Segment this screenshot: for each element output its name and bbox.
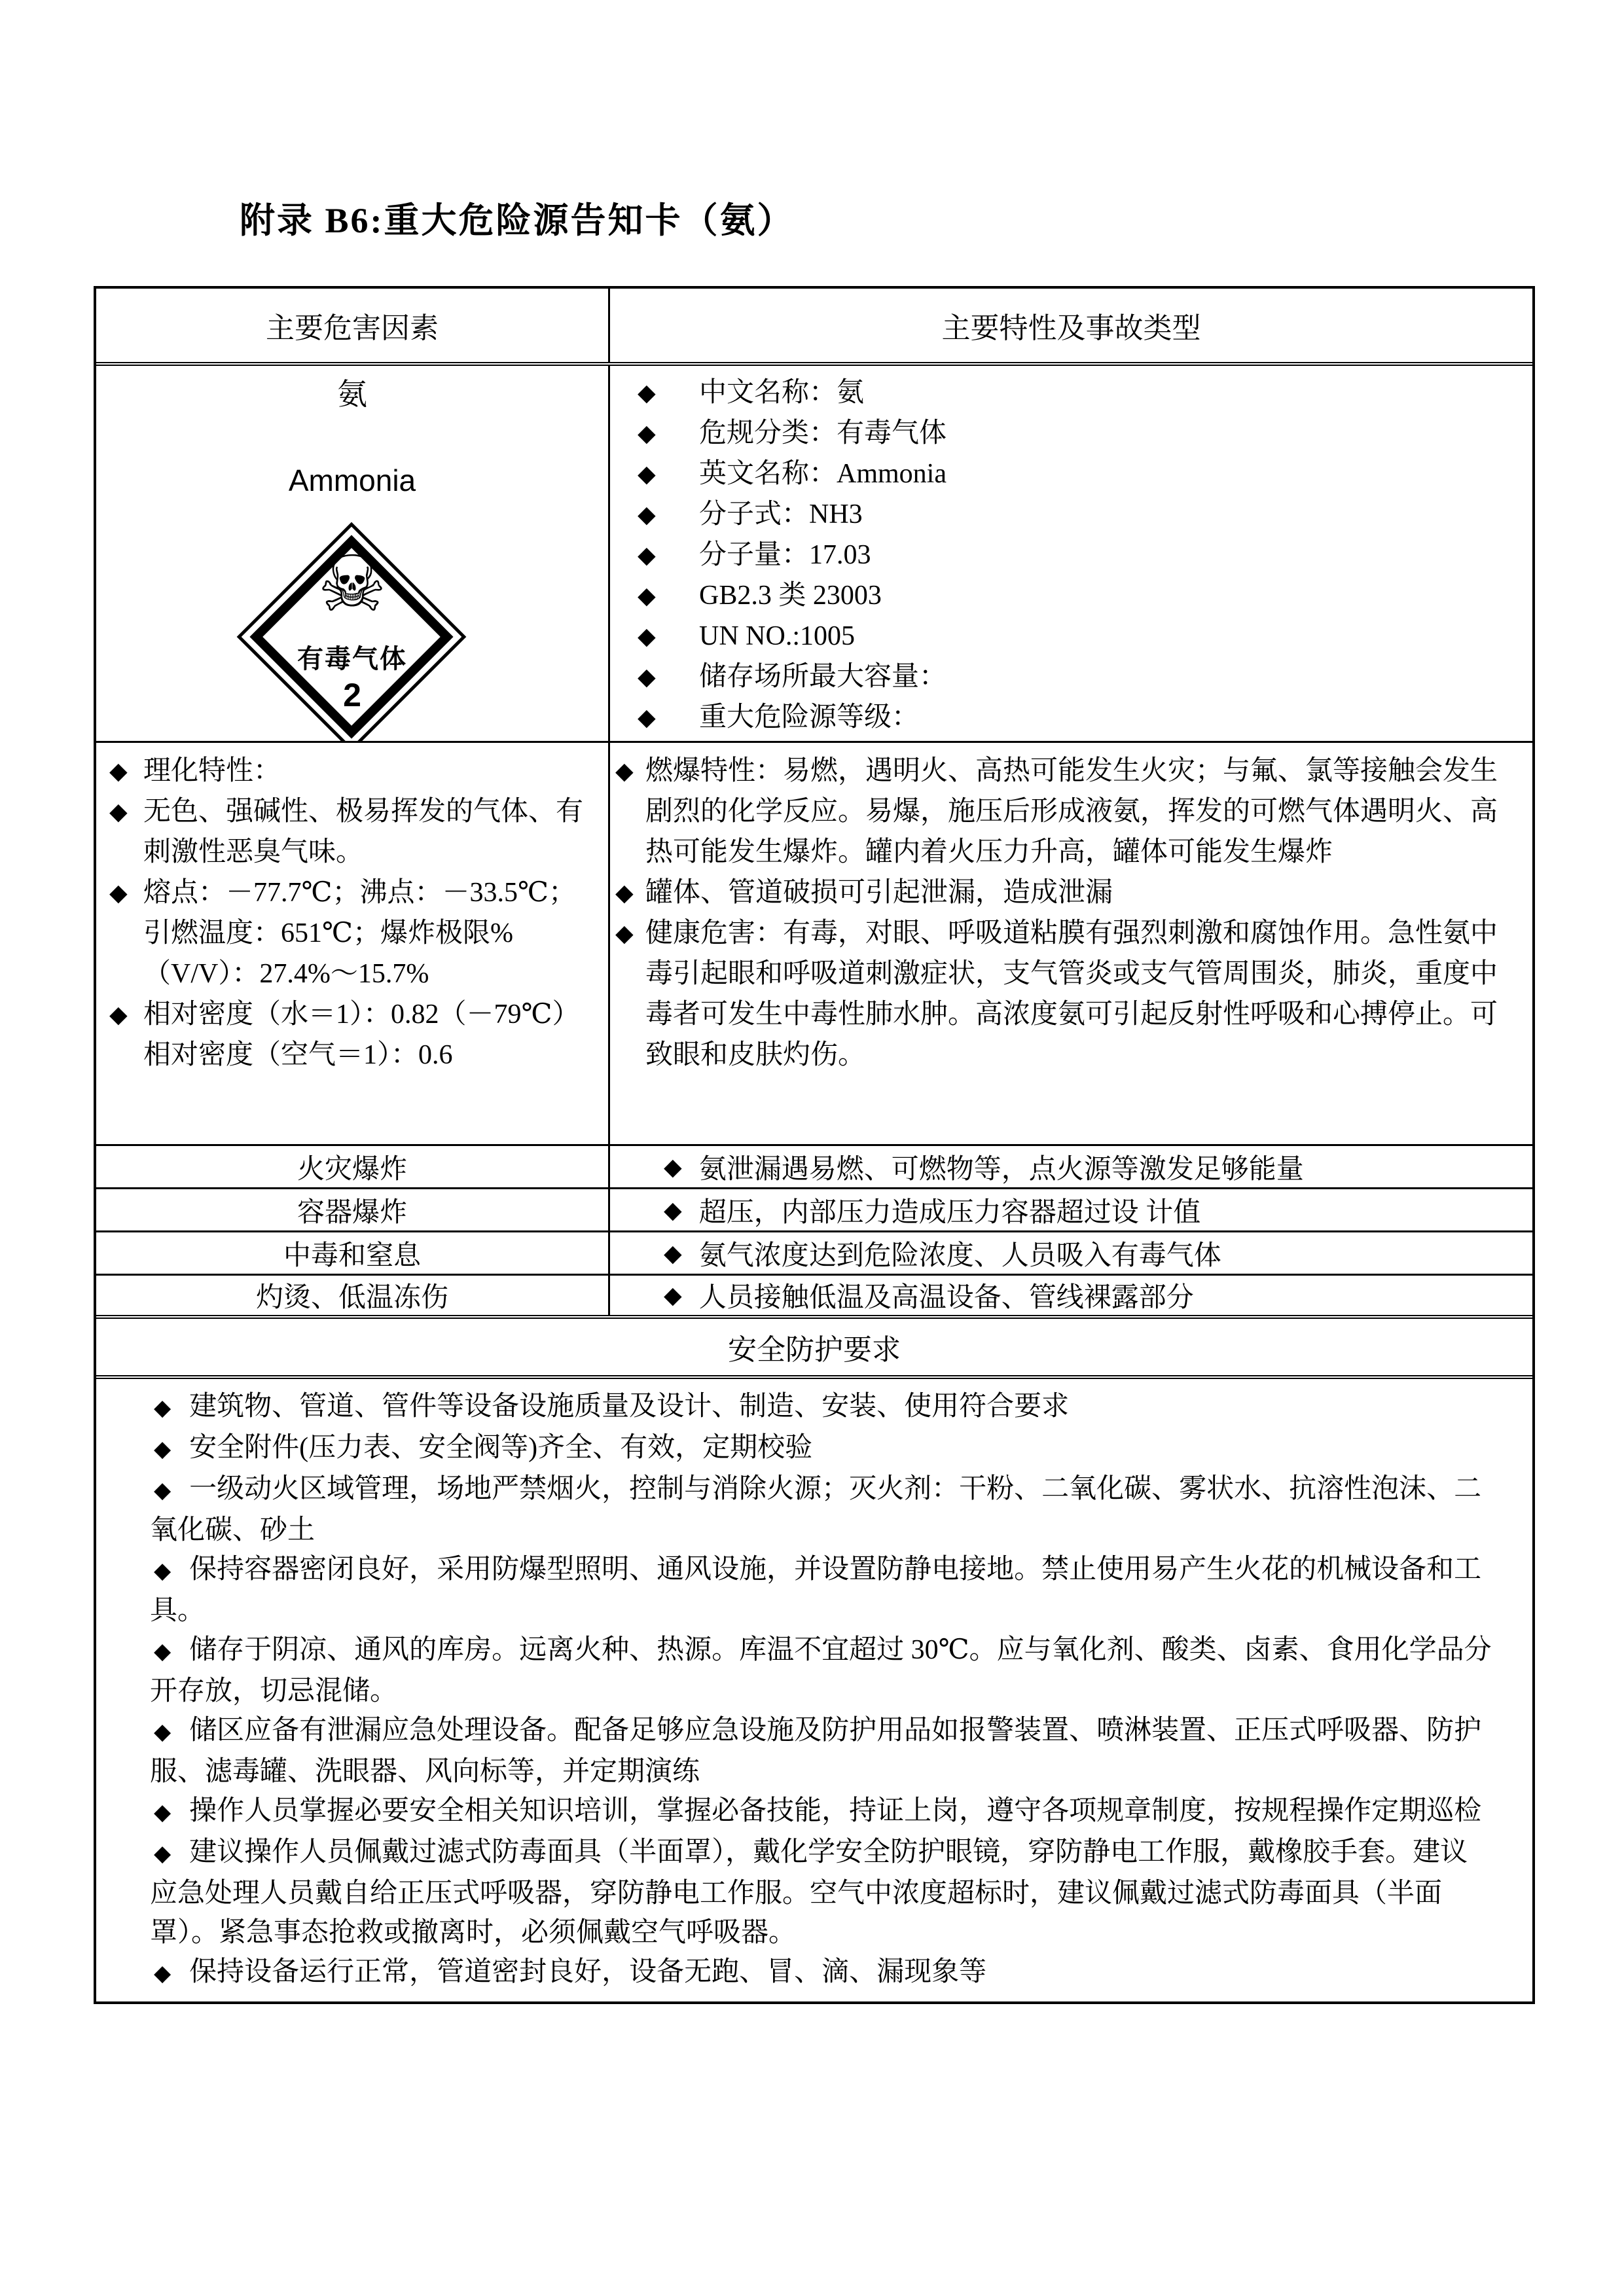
list-item <box>626 454 1526 494</box>
property-text: 危规分类：有毒气体 <box>699 418 947 448</box>
property-text: 分子式：NH3 <box>699 499 863 529</box>
safety-requirements-list <box>96 1379 1532 2001</box>
table-header-row <box>96 289 1532 366</box>
list-item <box>626 494 1526 535</box>
property-list <box>610 366 1532 738</box>
property-text: 中文名称：氨 <box>699 378 865 408</box>
safety-item-text: 储存于阴凉、通风的库房。远离火种、热源。库温不宜超过 30℃。应与氧化剂、酸类、卤素、食用化学品分开存放，切忌混储。 <box>150 1635 1492 1706</box>
bullet-diamond-icon: ◆ <box>109 758 128 784</box>
safety-item <box>150 1387 1494 1428</box>
list-item <box>615 913 1518 1075</box>
safety-item <box>150 1833 1494 1952</box>
accident-type-label: 灼烫、低温冻伤 <box>96 1276 610 1315</box>
page-title: 附录 B6:重大危险源告知卡（氨） <box>240 201 795 240</box>
skull-crossbones-icon: ☠ <box>317 539 387 629</box>
safety-item <box>150 1952 1494 1994</box>
safety-item <box>150 1791 1494 1833</box>
phys-chem-list <box>96 743 608 1075</box>
bullet-diamond-icon: ◆ <box>615 920 634 946</box>
list-item <box>626 656 1526 697</box>
list-item <box>109 872 591 994</box>
property-text: 英文名称：Ammonia <box>699 459 947 489</box>
bullet-diamond-icon: ◆ <box>638 461 656 487</box>
accident-cause-cell <box>610 1276 1532 1315</box>
safety-requirements-row <box>96 1379 1532 2001</box>
safety-header-row <box>96 1319 1532 1379</box>
bullet-diamond-icon: ◆ <box>638 380 656 406</box>
safety-item <box>150 1711 1494 1791</box>
bullet-diamond-icon: ◆ <box>154 1842 171 1866</box>
bullet-diamond-icon: ◆ <box>154 1801 171 1825</box>
bullet-diamond-icon: ◆ <box>615 758 634 784</box>
accident-row-burn-frostbite <box>96 1276 1532 1319</box>
bullet-diamond-icon: ◆ <box>154 1640 171 1664</box>
safety-item-text: 安全附件(压力表、安全阀等)齐全、有效，定期校验 <box>189 1433 813 1463</box>
accident-type-label: 火灾爆炸 <box>96 1146 610 1187</box>
property-text: 重大危险源等级： <box>699 702 920 732</box>
substance-name-cn: 氨 <box>337 378 367 411</box>
safety-item <box>150 1428 1494 1469</box>
bullet-diamond-icon: ◆ <box>109 1001 128 1028</box>
hazard-traits-cell <box>610 743 1532 1144</box>
phys-chem-text: 理化特性： <box>143 756 281 786</box>
phys-chem-text: 熔点：－77.7℃；沸点：－33.5℃；引燃温度：651℃；爆炸极限%（V/V）：27.4%～15.7% <box>143 878 576 989</box>
phys-chem-cell <box>96 743 610 1144</box>
list-item <box>626 697 1526 738</box>
list-item <box>109 994 591 1075</box>
hazard-trait-text: 罐体、管道破损可引起泄漏，造成泄漏 <box>645 878 1113 908</box>
bullet-diamond-icon: ◆ <box>109 880 128 906</box>
safety-item-text: 建筑物、管道、管件等设备设施质量及设计、制造、安装、使用符合要求 <box>189 1391 1070 1422</box>
bullet-diamond-icon: ◆ <box>638 420 656 446</box>
safety-item-text: 保持容器密闭良好，采用防爆型照明、通风设施，并设置防静电接地。禁止使用易产生火花的机械设备和工具。 <box>150 1554 1482 1626</box>
bullet-diamond-icon: ◆ <box>638 542 656 568</box>
list-item <box>626 372 1526 413</box>
list-item <box>615 751 1518 872</box>
bullet-diamond-icon: ◆ <box>154 1720 171 1744</box>
list-item <box>626 535 1526 575</box>
list-item <box>626 575 1526 616</box>
safety-item <box>150 1550 1494 1630</box>
characteristics-row <box>96 743 1532 1146</box>
safety-item-text: 一级动火区域管理，场地严禁烟火，控制与消除火源；灭火剂：干粉、二氧化碳、雾状水、抗溶性泡沫、二氧化碳、砂土 <box>150 1474 1482 1545</box>
bullet-diamond-icon: ◆ <box>154 1559 171 1583</box>
accident-row-vessel-explosion <box>96 1189 1532 1232</box>
bullet-diamond-icon: ◆ <box>638 583 656 609</box>
accident-cause-text: 人员接触低温及高温设备、管线裸露部分 <box>698 1283 1194 1313</box>
list-item <box>626 616 1526 656</box>
hazard-traits-list <box>610 743 1532 1075</box>
safety-section-title: 安全防护要求 <box>728 1334 901 1366</box>
property-text: 储存场所最大容量： <box>699 662 947 692</box>
bullet-diamond-icon: ◆ <box>154 1962 171 1986</box>
accident-cause-text: 氨气浓度达到危险浓度、人员吸入有毒气体 <box>698 1240 1221 1271</box>
list-item <box>626 413 1526 454</box>
safety-item-text: 建议操作人员佩戴过滤式防毒面具（半面罩），戴化学安全防护眼镜，穿防静电工作服，戴橡胶手套。建议应急处理人员戴自给正压式呼吸器，穿防静电工作服。空气中浓度超标时，建议佩戴过滤式防毒面具（半面罩）。紧急事态抢救或撤离时，必须佩戴空气呼吸器。 <box>150 1837 1468 1948</box>
safety-item-text: 保持设备运行正常，管道密封良好，设备无跑、冒、滴、漏现象等 <box>189 1957 987 1987</box>
safety-item-text: 储区应备有泄漏应急处理设备。配备足够应急设施及防护用品如报警装置、喷淋装置、正压式呼吸器、防护服、滤毒罐、洗眼器、风向标等，并定期演练 <box>150 1715 1482 1787</box>
safety-item <box>150 1469 1494 1550</box>
list-item <box>615 872 1518 913</box>
bullet-diamond-icon: ◆ <box>638 664 656 690</box>
substance-name-en: Ammonia <box>288 463 416 497</box>
property-text: GB2.3 类 23003 <box>699 581 882 611</box>
property-text: 分子量：17.03 <box>699 540 871 570</box>
bullet-diamond-icon: ◆ <box>638 501 656 528</box>
bullet-diamond-icon: ◆ <box>638 623 656 649</box>
bullet-diamond-icon: ◆ <box>154 1479 171 1503</box>
safety-item <box>150 1630 1494 1711</box>
bullet-diamond-icon: ◆ <box>664 1153 682 1180</box>
bullet-diamond-icon: ◆ <box>664 1196 682 1223</box>
pictogram-class-number: 2 <box>343 677 361 713</box>
bullet-diamond-icon: ◆ <box>638 704 656 730</box>
header-cell-hazard-factors: 主要危害因素 <box>96 289 610 362</box>
bullet-diamond-icon: ◆ <box>664 1240 682 1266</box>
accident-cause-cell <box>610 1189 1532 1230</box>
accident-row-poisoning-asphyxia <box>96 1232 1532 1276</box>
accident-cause-cell <box>610 1146 1532 1187</box>
substance-cell <box>96 366 610 741</box>
phys-chem-text: 无色、强碱性、极易挥发的气体、有刺激性恶臭气味。 <box>143 797 584 867</box>
list-item <box>109 791 591 872</box>
accident-type-label: 中毒和窒息 <box>96 1232 610 1274</box>
accident-cause-text: 氨泄漏遇易燃、可燃物等，点火源等激发足够能量 <box>698 1154 1304 1185</box>
header-cell-traits-accidents: 主要特性及事故类型 <box>941 312 1201 344</box>
accident-type-label: 容器爆炸 <box>96 1189 610 1230</box>
bullet-diamond-icon: ◆ <box>664 1282 682 1308</box>
property-text: UN NO.:1005 <box>699 621 855 651</box>
bullet-diamond-icon: ◆ <box>154 1396 171 1420</box>
accident-cause-cell <box>610 1232 1532 1274</box>
bullet-diamond-icon: ◆ <box>615 880 634 906</box>
pictogram-label: 有毒气体 <box>297 645 407 673</box>
accident-row-fire-explosion <box>96 1146 1532 1189</box>
toxic-gas-pictogram <box>238 523 467 741</box>
hazard-notification-table <box>94 286 1535 2004</box>
hazard-trait-text: 燃爆特性：易燃，遇明火、高热可能发生火灾；与氟、氯等接触会发生剧烈的化学反应。易爆，施压后形成液氨，挥发的可燃气体遇明火、高热可能发生爆炸。罐内着火压力升高，罐体可能发生爆炸 <box>645 756 1498 867</box>
hazard-trait-text: 健康危害：有毒，对眼、呼吸道粘膜有强烈刺激和腐蚀作用。急性氨中毒引起眼和呼吸道刺激症状，支气管炎或支气管周围炎，肺炎，重度中毒者可发生中毒性肺水肿。高浓度氨可引起反射性呼吸和心搏停止。可致眼和皮肤灼伤。 <box>645 918 1498 1070</box>
substance-row <box>96 366 1532 743</box>
bullet-diamond-icon: ◆ <box>154 1437 171 1462</box>
safety-item-text: 操作人员掌握必要安全相关知识培训，掌握必备技能，持证上岗，遵守各项规章制度，按规程操作定期巡检 <box>189 1796 1482 1826</box>
bullet-diamond-icon: ◆ <box>109 798 128 825</box>
accident-cause-text: 超压，内部压力造成压力容器超过设 计值 <box>698 1197 1201 1228</box>
list-item <box>109 751 591 791</box>
phys-chem-text: 相对密度（水＝1）：0.82（－79℃）相对密度（空气＝1）：0.6 <box>143 999 580 1070</box>
substance-properties-cell <box>610 366 1532 741</box>
